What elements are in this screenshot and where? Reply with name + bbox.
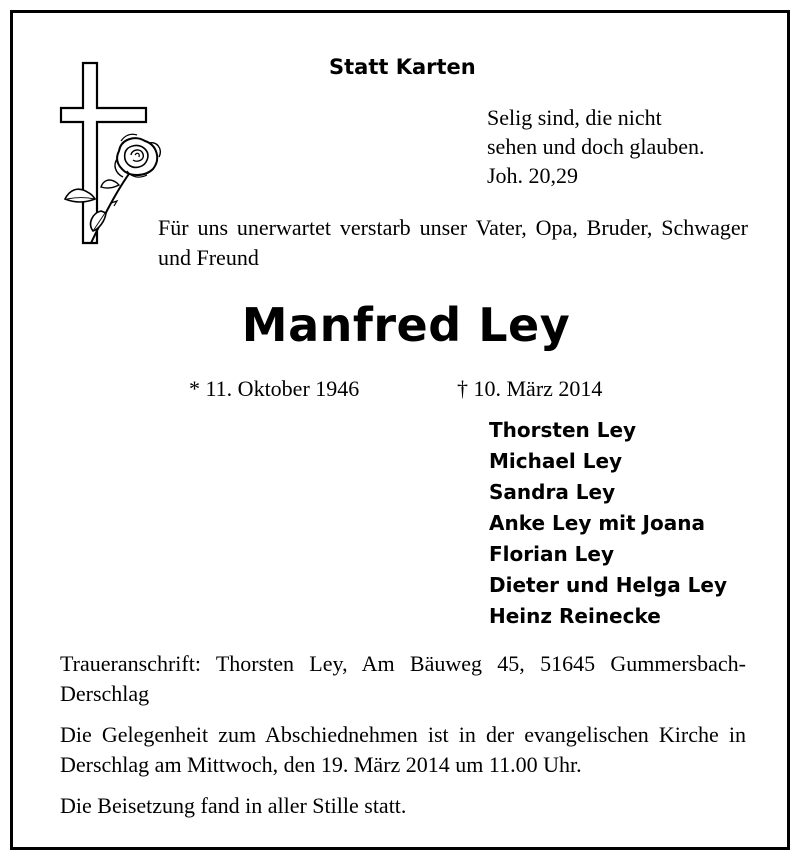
mourner-name: Dieter und Helga Ley	[489, 573, 728, 597]
mourner-name: Heinz Reinecke	[489, 604, 661, 628]
death-date: † 10. März 2014	[457, 376, 603, 401]
mourning-address: Traueranschrift: Thorsten Ley, Am Bäuweg 45, 51645 Gummersbach-Derschlag	[60, 651, 746, 706]
intro-text: Für uns unerwartet verstarb unser Vater, Opa, Bruder, Schwager und Freund	[158, 215, 748, 270]
mourner-name: Michael Ley	[489, 449, 623, 473]
mourners-list	[489, 415, 727, 632]
mourner-name: Anke Ley mit Joana	[489, 511, 705, 535]
obituary-notice	[10, 10, 790, 850]
bible-verse: Selig sind, die nicht sehen und doch glauben. Joh. 20,29	[487, 105, 705, 188]
mourner-name: Sandra Ley	[489, 480, 616, 504]
header-statt-karten: Statt Karten	[329, 55, 476, 79]
mourner-name: Thorsten Ley	[489, 418, 637, 442]
deceased-name: Manfred Ley	[241, 298, 571, 352]
mourner-name: Florian Ley	[489, 542, 615, 566]
farewell-info: Die Gelegenheit zum Abschiednehmen ist in der evangelischen Kirche in Derschlag am Mittwoch, den 19. März 2014 um 11.00 Uhr.	[60, 722, 746, 777]
birth-date: * 11. Oktober 1946	[189, 376, 360, 401]
burial-info: Die Beisetzung fand in aller Stille statt.	[60, 793, 407, 818]
